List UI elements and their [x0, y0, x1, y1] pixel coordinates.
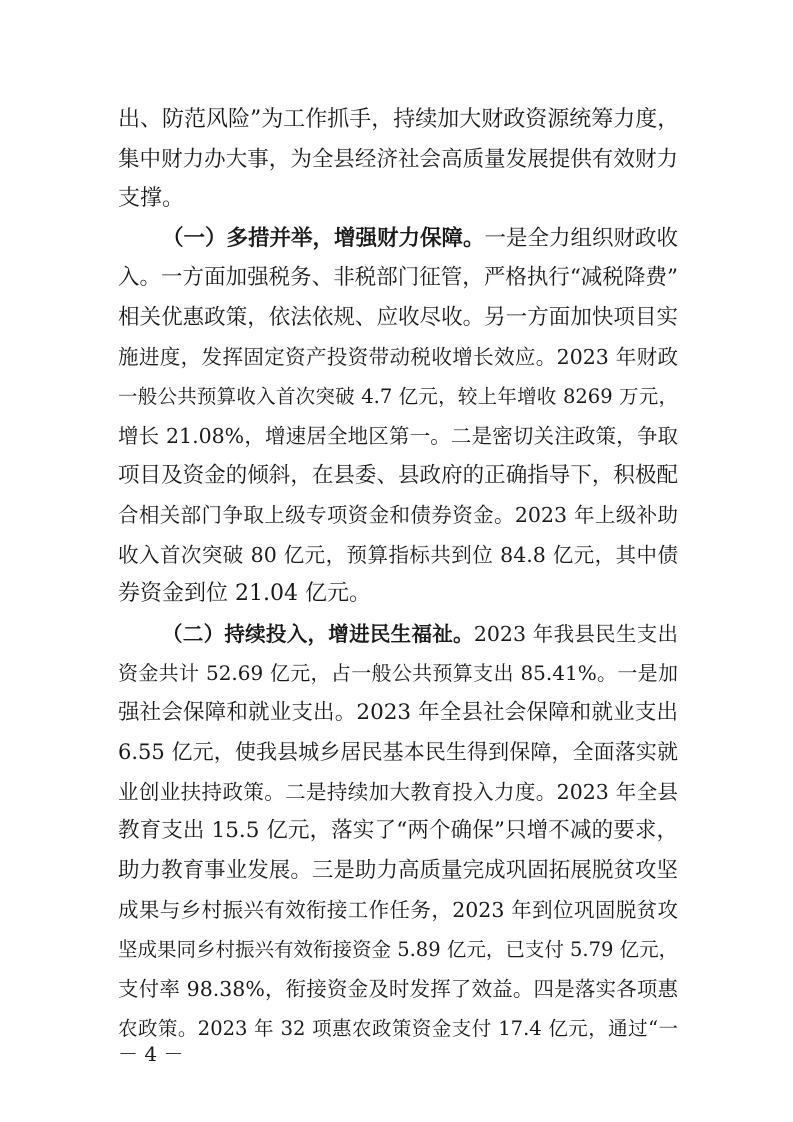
- section-heading-1-text: 一是全力组织财政收: [484, 226, 679, 251]
- text-line-8: 一般公共预算收入首次突破 4.7 亿元，较上年增收 8269 万元，: [118, 385, 678, 408]
- text-line-13: 券资金到位 21.04 亿元。: [118, 581, 371, 606]
- text-line-6: 相关优惠政策，依法依规、应收尽收。另一方面加快项目实: [118, 305, 678, 330]
- text-line-15: 资金共计 52.69 亿元，占一般公共预算支出 85.41%。一是加: [118, 661, 678, 685]
- text-line-20: 助力教育事业发展。三是助力高质量完成巩固拓展脱贫攻坚: [118, 858, 678, 883]
- section-heading-1: （一）多措并举，增强财力保障。: [162, 226, 485, 251]
- text-line-2: 集中财力办大事，为全县经济社会高质量发展提供有效财力: [118, 147, 678, 172]
- page-number: － 4 －: [118, 1042, 184, 1066]
- text-line-23: 支付率 98.38%，衔接资金及时发挥了效益。四是落实各项惠: [118, 977, 678, 1001]
- text-line-10: 项目及资金的倾斜，在县委、县政府的正确指导下，积极配: [118, 463, 678, 488]
- text-line-24: 农政策。2023 年 32 项惠农政策资金支付 17.4 亿元，通过“一: [118, 1017, 678, 1040]
- text-line-21: 成果与乡村振兴有效衔接工作任务，2023 年到位巩固脱贫攻: [118, 898, 678, 922]
- text-line-1: 出、防范风险”为工作抓手，持续加大财政资源统筹力度，: [118, 107, 680, 132]
- text-line-12: 收入首次突破 80 亿元，预算指标共到位 84.8 亿元，其中债: [118, 543, 678, 567]
- text-line-7: 施进度，发挥固定资产投资带动税收增长效应。2023 年财政: [118, 345, 678, 369]
- section-heading-line-1: [162, 223, 678, 255]
- text-line-16: 强社会保障和就业支出。2023 年全县社会保障和就业支出: [118, 700, 678, 725]
- section-heading-2-text: 2023 年我县民生支出: [473, 622, 679, 646]
- text-line-11: 合相关部门争取上级专项资金和债券资金。2023 年上级补助: [118, 503, 678, 527]
- section-heading-line-2: [162, 618, 678, 650]
- text-line-3: 支撑。: [118, 186, 185, 211]
- text-line-19: 教育支出 15.5 亿元，落实了“两个确保”只增不减的要求，: [118, 818, 678, 843]
- text-line-17: 6.55 亿元，使我县城乡居民基本民生得到保障，全面落实就: [118, 740, 678, 764]
- text-line-9: 增长 21.08%，增速居全地区第一。二是密切关注政策，争取: [118, 424, 678, 448]
- text-line-18: 业创业扶持政策。二是持续加大教育投入力度。2023 年全县: [118, 780, 678, 804]
- text-line-22: 坚成果同乡村振兴有效衔接资金 5.89 亿元，已支付 5.79 亿元，: [118, 938, 679, 961]
- text-line-5: 入。一方面加强税务、非税部门征管，严格执行“减税降费”: [118, 265, 678, 290]
- section-heading-2: （二）持续投入，增进民生福祉。: [162, 622, 474, 646]
